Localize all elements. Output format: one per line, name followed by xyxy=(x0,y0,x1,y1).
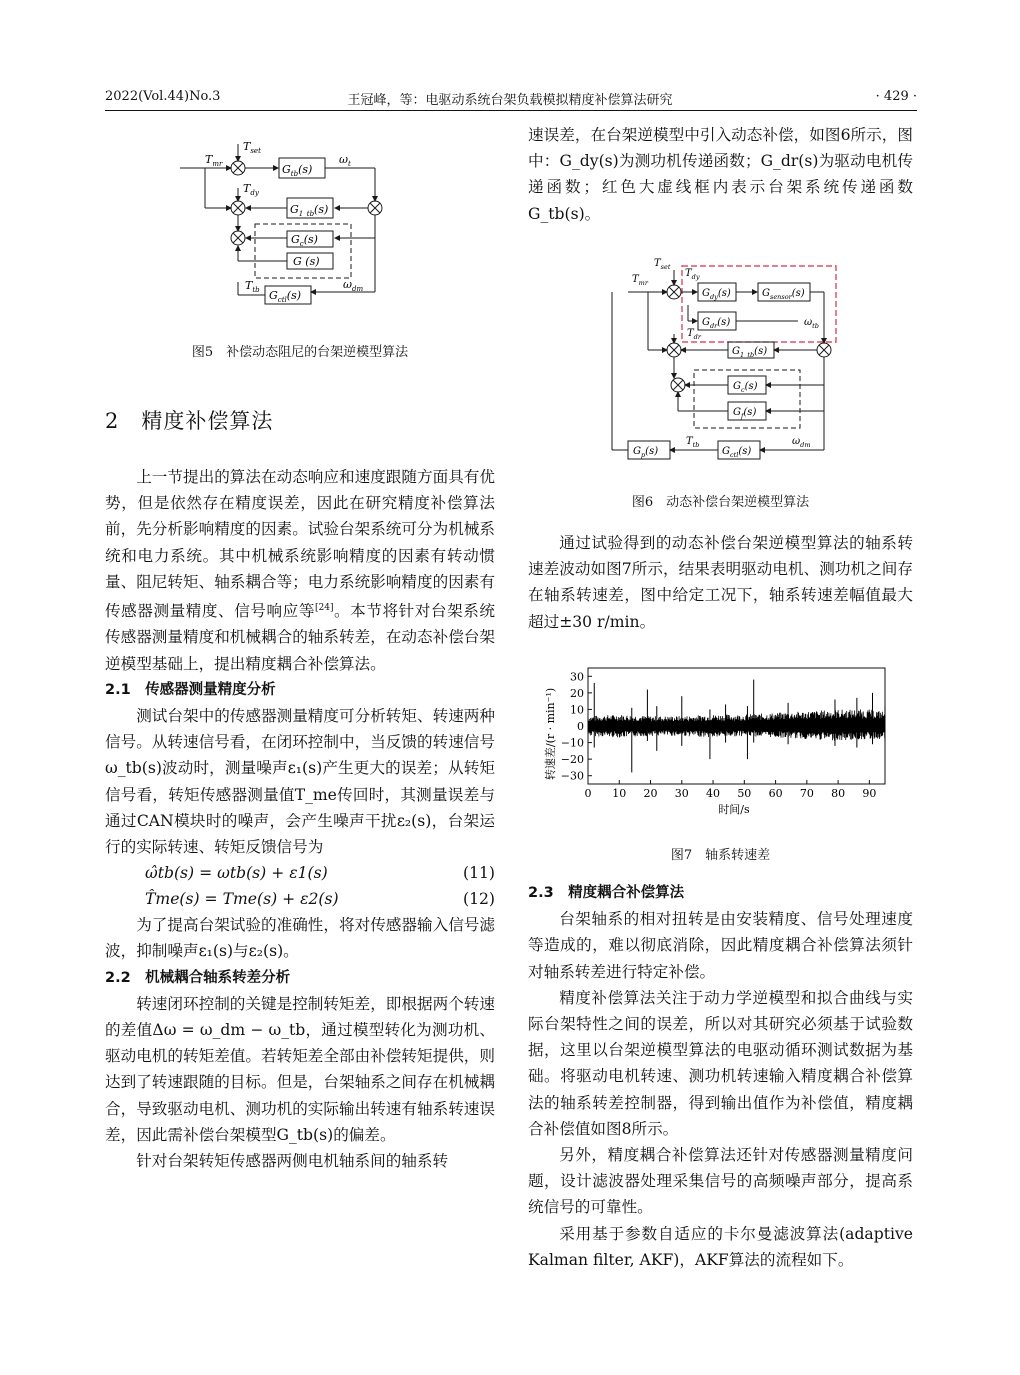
fig6-g-ctl: $G_{ctl}(s)$ xyxy=(722,446,752,459)
figure-7-caption: 图7 轴系转速差 xyxy=(670,848,771,863)
fig7-series-line xyxy=(588,710,885,741)
fig6-t-tb: $T_{tb}$ xyxy=(686,436,700,449)
figure-6-caption: 图6 动态补偿台架逆模型算法 xyxy=(631,495,810,510)
section-2-3-title: 2.3 精度耦合补偿算法 xyxy=(528,885,685,901)
fig6-t-set: $T_{set}$ xyxy=(654,258,671,271)
fig7-x-tick-label: 90 xyxy=(862,787,877,800)
fig6-t-dr: $T_{dr}$ xyxy=(687,328,701,341)
section-2-3-paragraph-4: 采用基于参数自适应的卡尔曼滤波算法(adaptive Kalman filter, AKF)，AKF算法的流程如下。 xyxy=(528,1224,913,1269)
fig7-x-tick-label: 60 xyxy=(768,787,783,800)
fig5-t-tb: $T_{tb}$ xyxy=(245,279,260,294)
section-2-2-paragraph-2: 针对台架转矩传感器两侧电机轴系间的轴系转 xyxy=(136,1152,449,1171)
figure-5-block-diagram xyxy=(175,130,405,310)
fig5-g-inv: $G_{1\_tb}(s)$ xyxy=(290,203,329,218)
fig7-x-tick-label: 10 xyxy=(612,787,627,800)
section-2-2-title: 2.2 机械耦合轴系转差分析 xyxy=(105,969,291,986)
section-2-1-title: 2.1 传感器测量精度分析 xyxy=(105,681,276,698)
section-2-intro: 上一节提出的算法在动态响应和速度跟随方面具有优势，但是依然存在精度误差，因此在研究精度补偿算法前，先分析影响精度的因素。试验台架系统可分为机械系统和电力系统。其中机械系统影响精度的因素有转动惯量、阻尼转矩、轴系耦合等；电力系统影响精度的因素有传感器测量精度、信号响应等[24]。本节将针对台架系统传感器测量精度和机械耦合的轴系转差，在动态补偿台架逆模型基础上，提出精度耦合补偿算法。 xyxy=(105,468,495,673)
fig5-g-tb: $G_{tb}(s)$ xyxy=(282,163,313,178)
fig6-g-p: $G_p(s)$ xyxy=(633,446,659,459)
fig6-omega-tb: $\omega_{tb}$ xyxy=(804,317,819,330)
fig7-x-tick-label: 30 xyxy=(674,787,689,800)
fig7-x-tick-label: 40 xyxy=(706,787,721,800)
section-2-2-paragraph-1: 转速闭环控制的关键是控制转矩差，即根据两个转速的差值Δω = ω_dm − ω_tb，通过模型转化为测功机、驱动电机的转矩差值。若转矩差全部由补偿转矩提供，则达到了转速跟随的目标。但是，台架轴系之间存在机械耦合，导致驱动电机、测功机的实际输出转速有轴系转速误差，因此需补偿台架模型G_tb(s)的偏差。 xyxy=(105,994,495,1144)
right-paragraph-2: 通过试验得到的动态补偿台架逆模型算法的轴系转速差波动如图7所示，结果表明驱动电机、测功机之间存在轴系转速差，图中给定工况下，轴系转速差幅值最大超过±30 r/min。 xyxy=(528,534,913,631)
fig6-g-sensor: $G_{sensor}(s)$ xyxy=(762,288,805,301)
red-dashed-frame xyxy=(682,266,836,342)
fig6-g-c: $G_c(s)$ xyxy=(733,381,758,394)
section-2-3-paragraph-3: 另外，精度耦合补偿算法还针对传感器测量精度问题，设计滤波器处理采集信号的高频噪声部分，提高系统信号的可靠性。 xyxy=(528,1146,913,1217)
fig6-g-itb: $G_{1\_tb}(s)$ xyxy=(732,346,768,359)
section-2-3-paragraph-1: 台架轴系的相对扭转是由安装精度、信号处理速度等造成的，难以彻底消除，因此精度耦合补偿算法须针对轴系转差进行特定补偿。 xyxy=(528,910,913,981)
fig7-y-tick-label: 0 xyxy=(577,720,584,733)
fig6-g-f: $G_f(s)$ xyxy=(733,407,757,420)
fig5-g-ctl: $G_{ctl}(s)$ xyxy=(269,289,302,304)
fig5-t-dy: $T_{dy}$ xyxy=(243,182,259,197)
fig6-t-dy: $T_{dy}$ xyxy=(685,268,700,281)
right-column-top xyxy=(528,122,913,227)
section-2-1-paragraph-2: 为了提高台架试验的准确性，将对传感器输入信号滤波，抑制噪声ε₁(s)与ε₂(s)。 xyxy=(105,916,495,961)
fig7-y-tick-label: −30 xyxy=(560,769,584,783)
right-paragraph-1: 速误差，在台架逆模型中引入动态补偿，如图6所示，图中：G_dy(s)为测功机传递函数；G_dr(s)为驱动电机传递函数；红色大虚线框内表示台架系统传递函数G_tb(s)。 xyxy=(528,126,913,223)
figure-5-caption: 图5 补偿动态阻尼的台架逆模型算法 xyxy=(191,345,409,360)
header-title: 王冠峰，等：电驱动系统台架负载模拟精度补偿算法研究 xyxy=(347,93,673,108)
fig5-g-c: $G_c(s)$ xyxy=(291,233,318,248)
header-rule xyxy=(105,110,917,111)
section-2-title: 2 精度补偿算法 xyxy=(105,409,274,433)
header-journal: 2022(Vol.44)No.3 xyxy=(105,89,221,104)
fig6-g-dr: $G_{dr}(s)$ xyxy=(702,317,731,330)
fig7-y-tick-label: 10 xyxy=(570,703,584,717)
fig5-omega-t: $\omega_t$ xyxy=(339,153,351,168)
figure-6-block-diagram xyxy=(598,250,846,465)
equation-12: T̂me(s) = Tme(s) + ε2(s) (12) xyxy=(145,890,495,909)
fig7-y-tick-label: −20 xyxy=(560,753,584,767)
right-column-middle xyxy=(528,530,913,635)
fig7-x-tick-label: 70 xyxy=(799,787,814,800)
right-column-bottom xyxy=(528,880,913,1273)
fig7-x-tick-label: 0 xyxy=(584,787,592,800)
figure-7-chart xyxy=(540,660,890,820)
fig7-x-tick-label: 80 xyxy=(831,787,846,800)
section-2-1-paragraph-1: 测试台架中的传感器测量精度可分析转矩、转速两种信号。从转速信号看，在闭环控制中，当反馈的转速信号ω_tb(s)波动时，测量噪声ε₁(s)产生更大的误差；从转矩信号看，转矩传感器测量值T_me传回时，其测量误差与通过CAN模块时的噪声，会产生噪声干扰ε₂(s)，台架运行的实际转速、转矩反馈信号为 xyxy=(105,707,495,857)
fig7-x-tick-label: 20 xyxy=(643,787,658,800)
fig6-omega-dm: $\omega_{dm}$ xyxy=(792,436,811,449)
fig6-g-dy: $G_{dy}(s)$ xyxy=(702,288,731,301)
fig7-x-tick-label: 50 xyxy=(737,787,752,800)
left-column xyxy=(105,408,495,1174)
equation-11: ω̂tb(s) = ωtb(s) + ε1(s) (11) xyxy=(145,864,495,883)
header-page-number: · 429 · xyxy=(875,89,917,104)
fig7-y-tick-label: 30 xyxy=(570,670,584,684)
fig5-g: G (s) xyxy=(293,255,320,268)
fig7-y-tick-label: 20 xyxy=(570,686,584,700)
section-2-3-paragraph-2: 精度补偿算法关注于动力学逆模型和拟合曲线与实际台架特性之间的误差，所以对其研究必须基于试验数据，这里以台架逆模型算法的电驱动循环测试数据为基础。将驱动电机转速、测功机转速输入精度耦合补偿算法的轴系转差控制器，得到输出值作为补偿值，精度耦合补偿值如图8所示。 xyxy=(528,988,913,1138)
fig6-t-mr: $T_{mr}$ xyxy=(632,274,648,287)
fig7-x-axis-label: 时间/s xyxy=(718,803,750,816)
fig7-y-axis-label: 转速差/(r · min⁻¹) xyxy=(544,687,557,781)
fig5-t-in: $T_{mr}$ xyxy=(205,153,223,168)
fig7-y-tick-label: −10 xyxy=(560,736,584,750)
fig5-t-set: $T_{set}$ xyxy=(243,140,261,155)
fig5-omega-dm: $\omega_{dm}$ xyxy=(343,278,364,293)
